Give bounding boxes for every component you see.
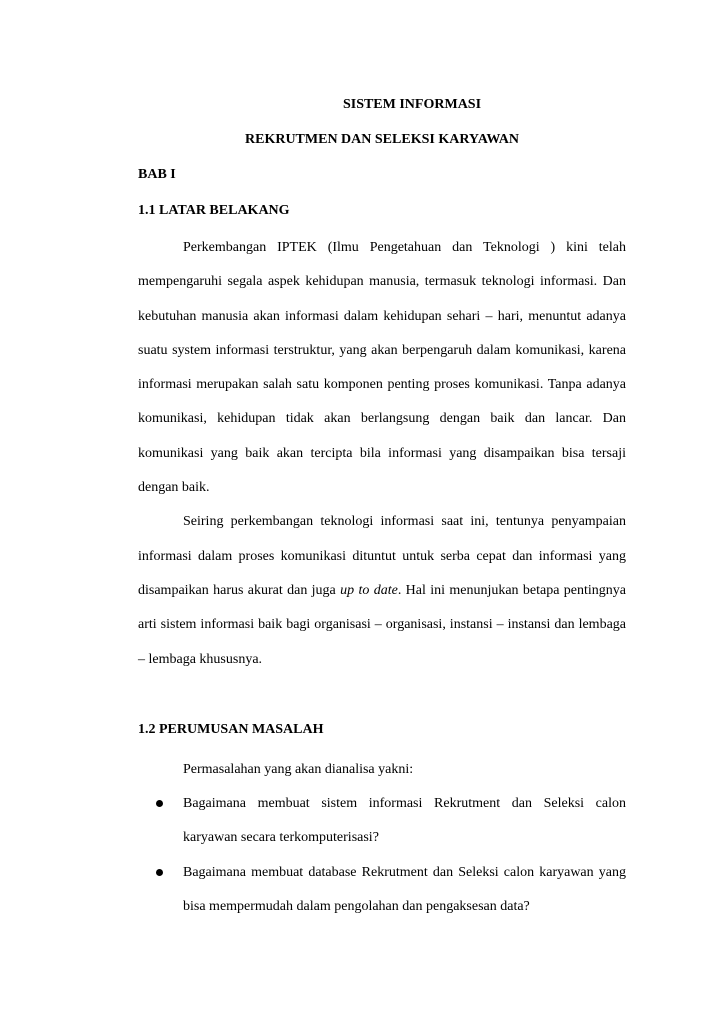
chapter-heading: BAB I <box>138 167 176 182</box>
problem-list <box>138 787 626 925</box>
section-heading-latar-belakang: 1.1 LATAR BELAKANG <box>138 203 290 218</box>
paragraph-perumusan-intro: Permasalahan yang akan dianalisa yakni: <box>183 761 414 777</box>
paragraph-text: . Hal ini menunjukan betapa pentingnya arti sistem informasi baik bagi organisasi – organisasi, instansi – instansi dan lembaga – lembaga khususnya. <box>138 582 626 667</box>
list-item <box>138 856 626 925</box>
italic-term: up to date <box>340 582 398 598</box>
paragraph-text: Seiring perkembangan teknologi informasi saat ini, tentunya penyampaian informasi dalam proses komunikasi dituntut untuk serba cepat dan informasi yang disampaikan harus akurat dan juga <box>138 514 626 598</box>
document-title: SISTEM INFORMASI <box>342 97 482 112</box>
list-item-text: Bagaimana membuat sistem informasi Rekrutment dan Seleksi calon karyawan secara terkomputerisasi? <box>183 795 626 846</box>
list-item-text: Bagaimana membuat database Rekrutment dan Seleksi calon karyawan yang bisa mempermudah dalam pengolahan dan pengaksesan data? <box>183 864 626 915</box>
bullet-icon <box>156 800 163 807</box>
bullet-icon <box>156 869 163 876</box>
paragraph-latar-belakang-2 <box>138 505 626 676</box>
section-heading-perumusan-masalah: 1.2 PERUMUSAN MASALAH <box>138 721 324 737</box>
list-item <box>138 787 626 856</box>
document-content <box>138 96 626 925</box>
document-subtitle: REKRUTMEN DAN SELEKSI KARYAWAN <box>245 132 519 147</box>
paragraph-latar-belakang-1: Perkembangan IPTEK (Ilmu Pengetahuan dan Teknologi ) kini telah mempengaruhi segala aspek kehidupan manusia, termasuk teknologi informasi. Dan kebutuhan manusia akan informasi dalam kehidupan sehari – hari, menuntut adanya suatu system informasi terstruktur, yang akan berpengaruh dalam komunikasi, karena informasi merupakan salah satu komponen penting proses komunikasi. Tanpa adanya komunikasi, kehidupan tidak akan berlangsung dengan baik dan lancar. Dan komunikasi yang baik akan tercipta bila informasi yang disampaikan bisa tersaji dengan baik. <box>138 240 626 496</box>
